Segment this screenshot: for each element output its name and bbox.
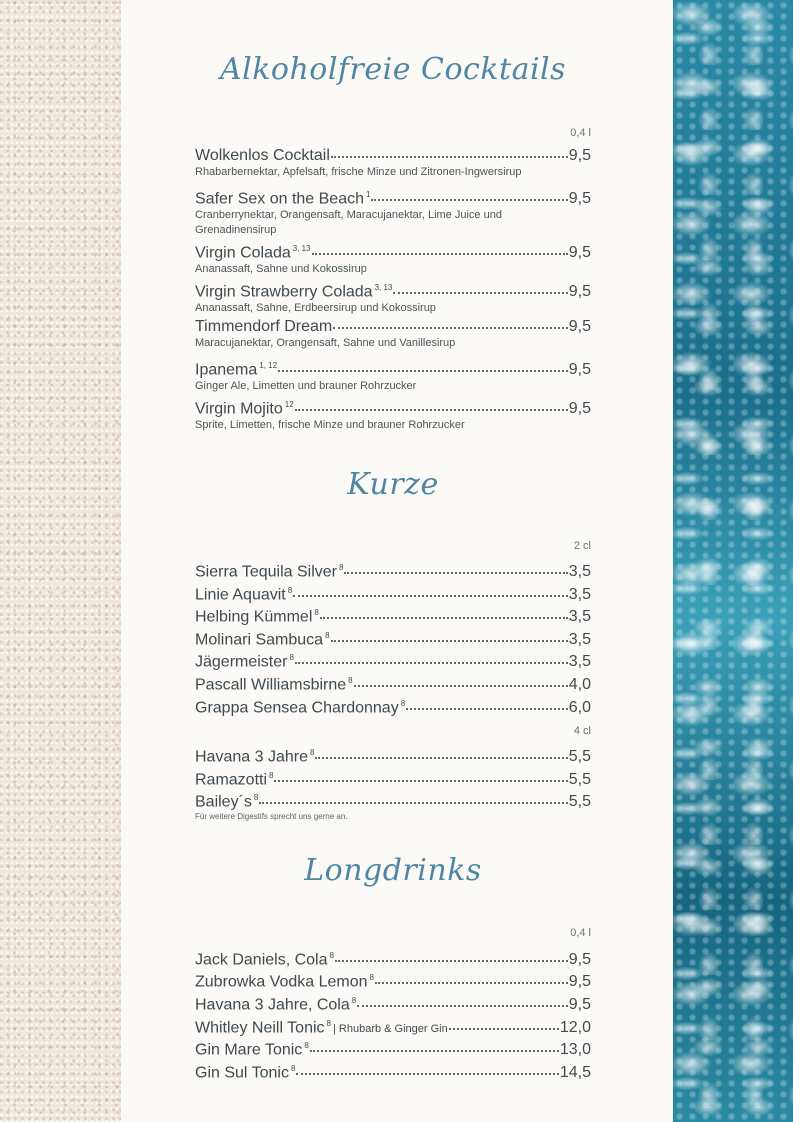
item-note: 8	[351, 996, 357, 1005]
size-label-04l: 0,4 l	[570, 127, 591, 139]
dot-leader	[293, 595, 568, 597]
item-name: Jägermeister $^8$	[195, 653, 294, 671]
item-price: 5,5	[568, 771, 591, 789]
item-name: Timmendorf Dream	[195, 318, 333, 335]
item-description: Cranberrynektar, Orangensaft, Maracujanektar, Lime Juice und Grenadinensirup	[195, 209, 502, 237]
section-title-kurze: Kurze	[347, 467, 439, 502]
item-price: 5,5	[568, 748, 591, 766]
dot-leader	[331, 640, 568, 642]
menu-item	[195, 278, 591, 316]
dot-leader	[320, 617, 568, 619]
item-price: 9,5	[568, 244, 591, 262]
menu-item	[195, 788, 591, 811]
item-note: 8	[369, 973, 374, 982]
item-description: Rhabarbernektar, Apfelsaft, frische Minze und Zitronen-Ingwersirup	[195, 166, 522, 178]
digestif-footnote: Für weitere Digestifs sprecht uns gerne an.	[195, 812, 348, 821]
item-name: Grappa Sensea Chardonnay $^8$	[195, 699, 406, 717]
item-price: 3,5	[568, 631, 591, 649]
menu-item	[195, 694, 591, 717]
item-note: 8	[326, 1019, 331, 1028]
item-price: 13,0	[559, 1041, 591, 1059]
dot-leader	[296, 1073, 558, 1075]
item-note: 8	[304, 1041, 309, 1050]
item-price: 3,5	[568, 563, 591, 581]
menu-item	[195, 968, 591, 991]
item-price: 5,5	[568, 793, 591, 811]
sand-background-image	[0, 0, 121, 1122]
dot-leader	[295, 409, 568, 411]
menu-item	[195, 581, 591, 604]
section-title-longdrinks: Longdrinks	[304, 853, 482, 888]
menu-item	[195, 395, 591, 433]
item-name: Helbing Kümmel $^8$	[195, 608, 319, 626]
dot-leader	[406, 708, 568, 710]
menu-item	[195, 1059, 591, 1082]
item-name: Whitley Neill Tonic $^8$ | Rhubarb & Ginger Gin	[195, 1019, 448, 1037]
item-note: 3, 13	[292, 244, 311, 253]
menu-item	[195, 558, 591, 581]
item-note: 8	[290, 1064, 296, 1073]
item-note: 8	[400, 699, 406, 708]
menu-item	[195, 185, 591, 238]
dot-leader	[449, 1028, 559, 1030]
menu-item	[195, 1036, 591, 1059]
item-note: 12	[284, 400, 294, 409]
item-variant: | Rhubarb & Ginger Gin	[332, 1023, 448, 1036]
item-description: Sprite, Limetten, frische Minze und brauner Rohrzucker	[195, 419, 465, 432]
item-name: Havana 3 Jahre $^8$	[195, 748, 315, 766]
item-price: 6,0	[568, 699, 591, 717]
item-name: Bailey´s $^8$	[195, 793, 259, 811]
item-note: 8	[289, 653, 294, 662]
menu-item	[195, 766, 591, 789]
menu-item	[195, 239, 591, 277]
menu-item	[195, 648, 591, 671]
dot-leader	[333, 327, 568, 329]
size-label-04l: 0,4 l	[570, 927, 591, 939]
dot-leader	[354, 685, 568, 687]
item-name: Linie Aquavit $^8$	[195, 586, 293, 604]
menu-item	[195, 603, 591, 626]
dot-leader	[310, 1050, 559, 1052]
item-price: 4,0	[568, 676, 591, 694]
dot-leader	[344, 572, 567, 574]
dot-leader	[312, 253, 568, 255]
item-name: Gin Sul Tonic $^8$	[195, 1064, 296, 1082]
item-description: Maracujanektar, Orangensaft, Sahne und Vanillesirup	[195, 337, 456, 349]
item-description: Ginger Ale, Limetten und brauner Rohrzucker	[195, 380, 417, 393]
section-title-alkoholfrei: Alkoholfreie Cocktails	[219, 52, 567, 87]
item-name: Safer Sex on the Beach $^1$	[195, 190, 371, 208]
item-price: 3,5	[568, 608, 591, 626]
item-price: 9,5	[568, 361, 591, 379]
menu-item	[195, 356, 591, 394]
menu-item	[195, 946, 591, 969]
item-name: Molinari Sambuca $^8$	[195, 631, 330, 649]
item-name: Wolkenlos Cocktail	[195, 147, 330, 164]
menu-item	[195, 146, 591, 180]
dot-leader	[295, 662, 568, 664]
item-note: 8	[309, 748, 315, 757]
size-label-2cl: 2 cl	[573, 540, 591, 552]
item-price: 9,5	[568, 951, 591, 969]
item-name: Virgin Mojito $^{12}$	[195, 400, 294, 418]
item-name: Virgin Colada $^{3, 13}$	[195, 244, 311, 262]
dot-leader	[331, 156, 568, 158]
item-name: Virgin Strawberry Colada $^{3, 13}$	[195, 283, 393, 301]
dot-leader	[259, 802, 567, 804]
item-note: 3, 13	[374, 283, 393, 292]
item-note: 8	[269, 771, 274, 780]
item-name: Jack Daniels, Cola $^8$	[195, 951, 334, 969]
item-description: Ananassaft, Sahne und Kokossirup	[195, 263, 367, 276]
item-price: 9,5	[568, 147, 591, 164]
item-note: 1, 12	[259, 361, 278, 370]
item-name: Pascall Williamsbirne $^8$	[195, 676, 353, 694]
item-name: Ipanema $^{1, 12}$	[195, 361, 278, 379]
item-price: 3,5	[568, 586, 591, 604]
dot-leader	[335, 960, 568, 962]
item-price: 9,5	[568, 400, 591, 418]
menu-item	[195, 743, 591, 766]
item-price: 14,5	[559, 1064, 591, 1082]
size-label-4cl: 4 cl	[573, 725, 591, 737]
item-price: 3,5	[568, 653, 591, 671]
item-name: Sierra Tequila Silver $^8$	[195, 563, 344, 581]
item-note: 8	[287, 586, 293, 595]
item-name: Gin Mare Tonic $^8$	[195, 1041, 309, 1059]
dot-leader	[357, 1005, 568, 1007]
item-note: 8	[314, 608, 319, 617]
item-price: 9,5	[568, 283, 591, 301]
item-note: 8	[339, 563, 344, 572]
item-price: 9,5	[568, 318, 591, 335]
item-note: 8	[325, 631, 330, 640]
item-note: 8	[253, 793, 259, 802]
item-name: Zubrowka Vodka Lemon $^8$	[195, 973, 374, 991]
item-name: Ramazotti $^8$	[195, 771, 274, 789]
item-price: 9,5	[568, 190, 591, 208]
item-price: 12,0	[559, 1019, 591, 1037]
item-note: 8	[329, 951, 334, 960]
item-price: 9,5	[568, 996, 591, 1014]
menu-item	[195, 991, 591, 1014]
ocean-foam-texture	[673, 0, 793, 1122]
dot-leader	[274, 780, 567, 782]
item-note: 8	[348, 676, 353, 685]
menu-item	[195, 671, 591, 694]
item-name: Havana 3 Jahre, Cola $^8$	[195, 996, 357, 1014]
menu-item	[195, 626, 591, 649]
menu-item	[195, 317, 591, 351]
dot-leader	[393, 292, 567, 294]
dot-leader	[375, 982, 568, 984]
item-price: 9,5	[568, 973, 591, 991]
dot-leader	[371, 199, 567, 201]
item-description: Ananassaft, Sahne, Erdbeersirup und Kokossirup	[195, 302, 436, 315]
dot-leader	[315, 757, 567, 759]
dot-leader	[278, 370, 568, 372]
item-note: 1	[366, 190, 371, 199]
